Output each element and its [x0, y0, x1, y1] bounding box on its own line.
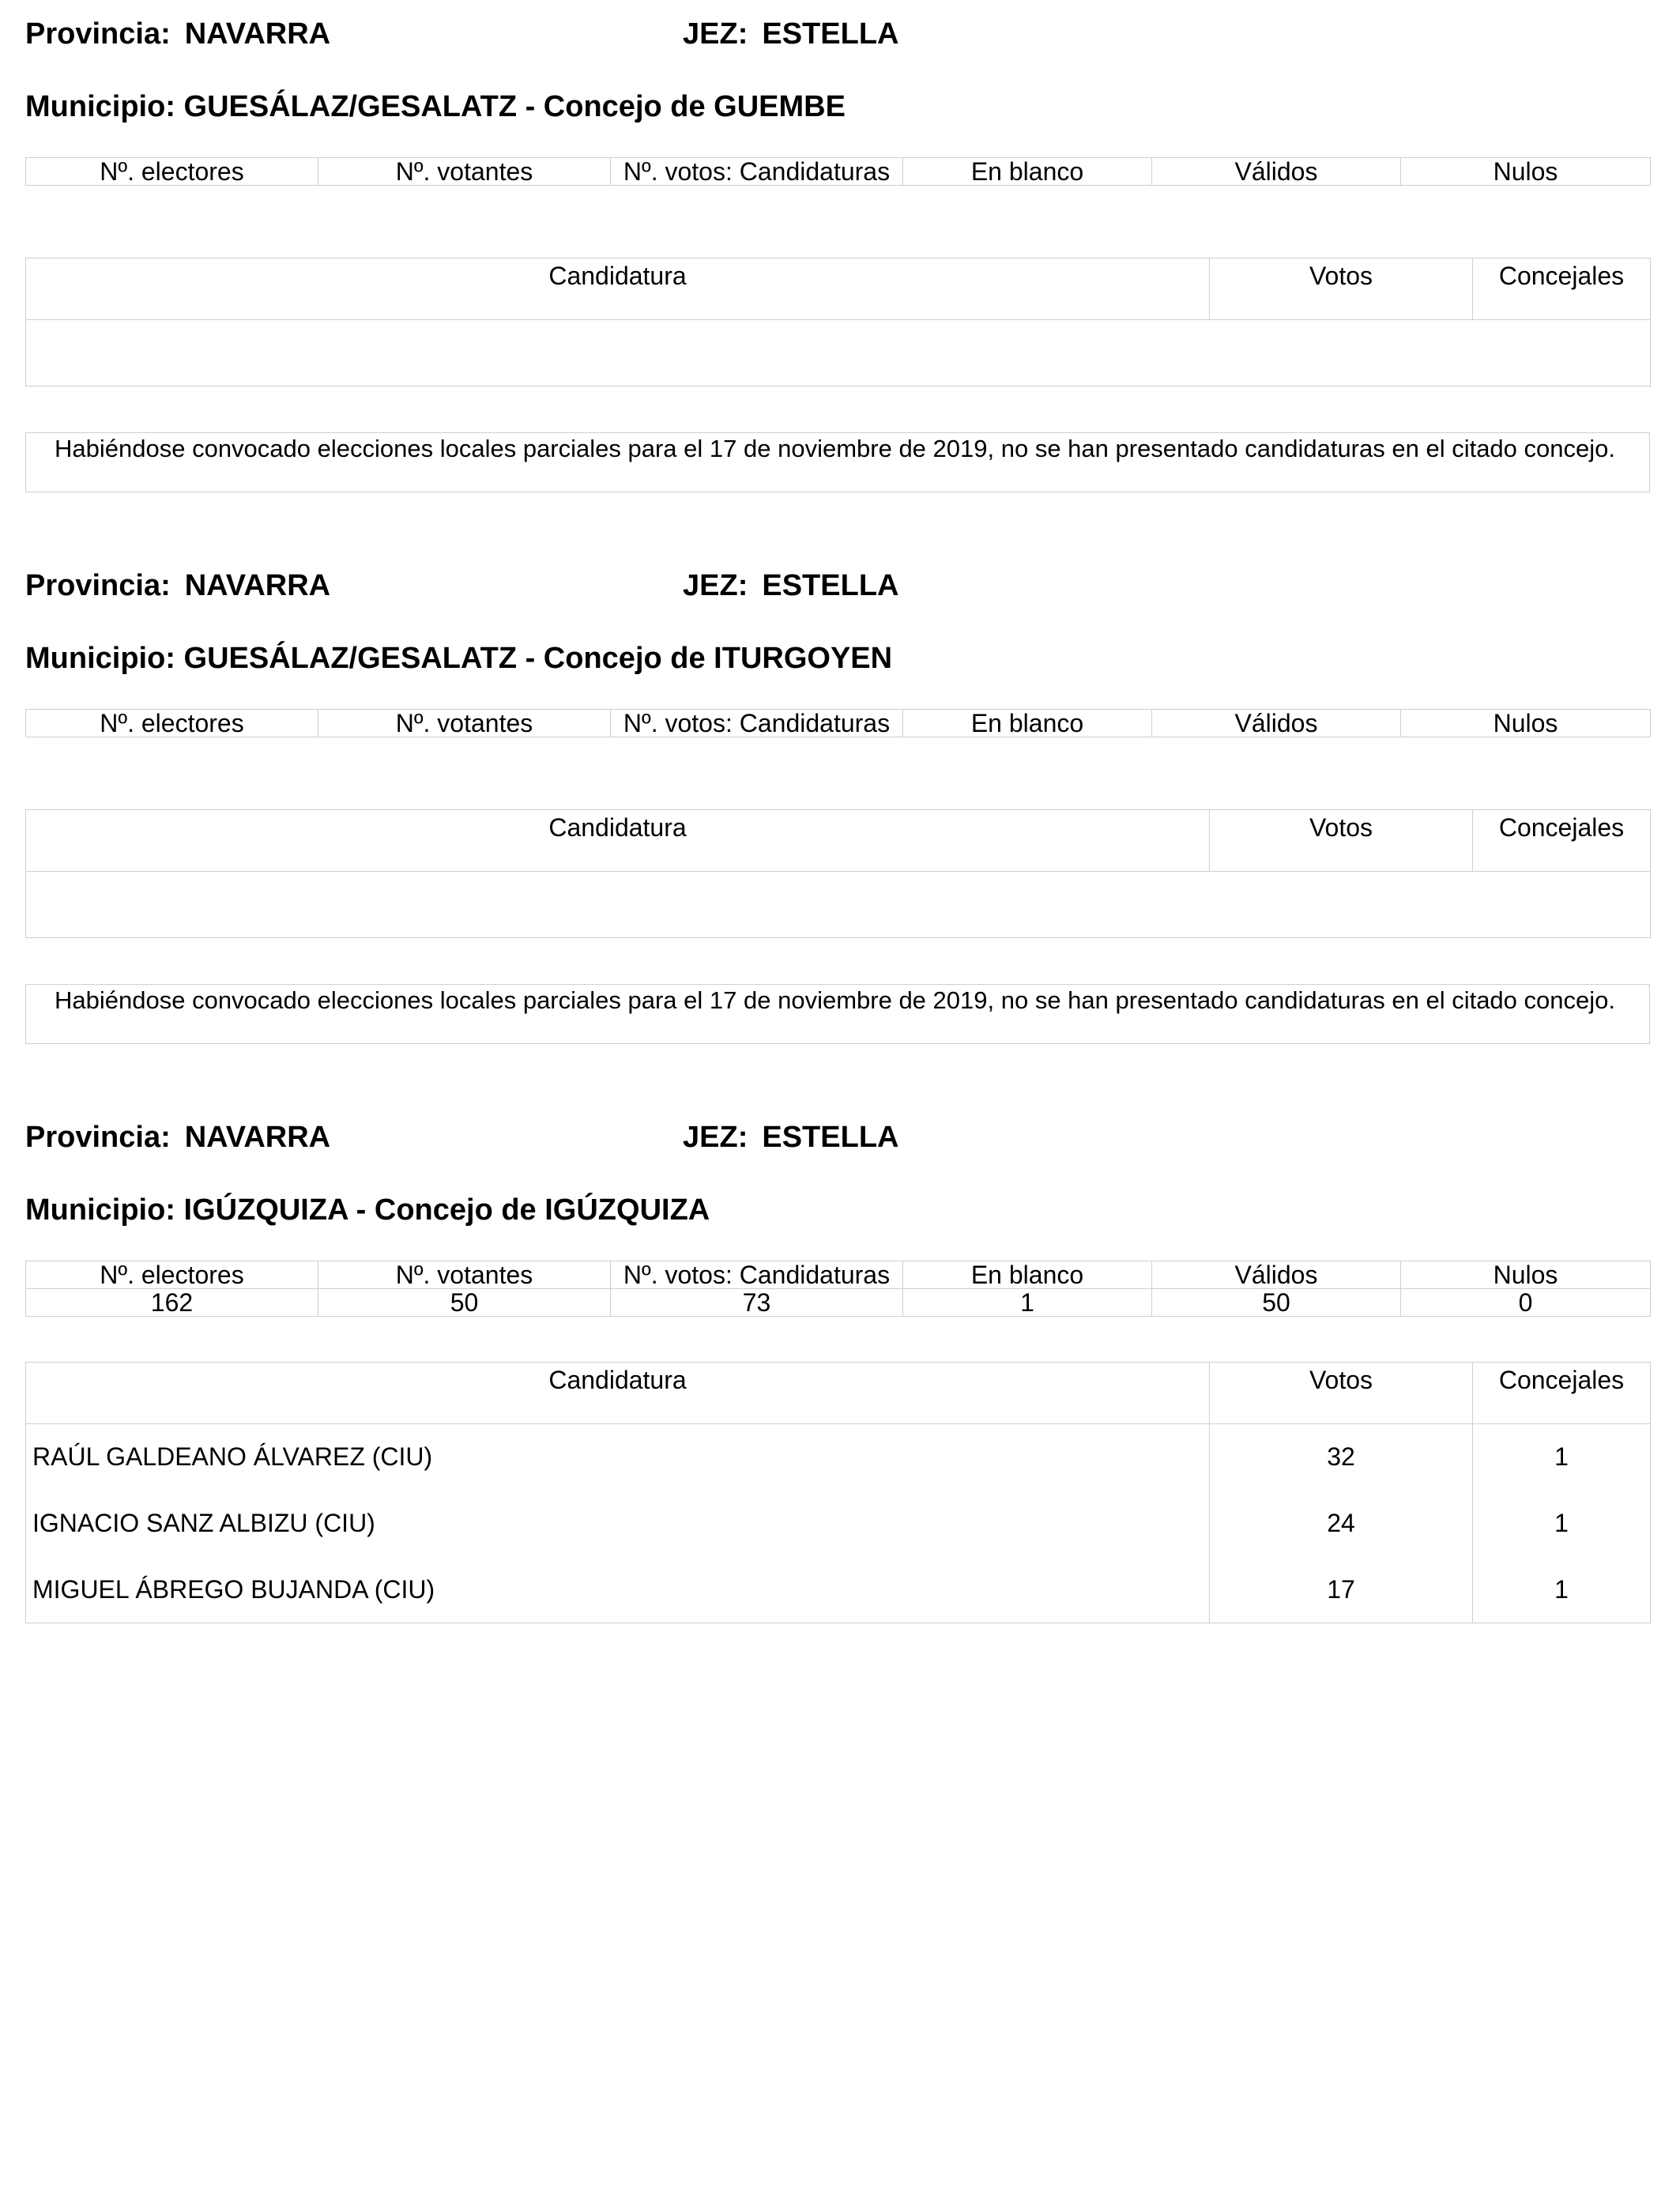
value-votos-candidaturas: 73: [611, 1289, 903, 1317]
header-candidatura: Candidatura: [26, 810, 1210, 872]
header-validos: Válidos: [1152, 158, 1401, 186]
header-candidatura: Candidatura: [26, 258, 1210, 320]
value-electores: 162: [26, 1289, 318, 1317]
summary-table: [25, 157, 1651, 186]
jez-label: JEZ:: [683, 1121, 748, 1154]
table-row: [26, 1424, 1651, 1491]
notice-box: Habiéndose convocado elecciones locales parciales para el 17 de noviembre de 2019, no se han presentado candidaturas en el citado concejo.: [25, 432, 1650, 492]
header-nulos: Nulos: [1401, 1261, 1651, 1289]
header-candidatura: Candidatura: [26, 1363, 1210, 1424]
jez-label: JEZ:: [683, 17, 748, 51]
header-concejales: Concejales: [1473, 258, 1651, 320]
table-row: [26, 1491, 1651, 1557]
header-votos: Votos: [1210, 1363, 1473, 1424]
provincia-line: [25, 1121, 1650, 1162]
provincia-label: Provincia:: [25, 17, 171, 51]
header-votos: Votos: [1210, 258, 1473, 320]
candidate-votos: 17: [1210, 1557, 1473, 1623]
header-votantes: Nº. votantes: [318, 710, 611, 737]
candidate-concejales: 1: [1473, 1557, 1651, 1623]
municipio-line: [25, 1193, 710, 1227]
header-votos-candidaturas: Nº. votos: Candidaturas: [611, 710, 903, 737]
header-votos: Votos: [1210, 810, 1473, 872]
municipio-label: Municipio:: [25, 1193, 175, 1227]
summary-header-row: [26, 1261, 1651, 1289]
header-votos-candidaturas: Nº. votos: Candidaturas: [611, 1261, 903, 1289]
header-votantes: Nº. votantes: [318, 158, 611, 186]
empty-row: [26, 320, 1651, 386]
provincia-value: NAVARRA: [184, 569, 331, 602]
summary-table: [25, 709, 1651, 737]
municipio-value: IGÚZQUIZA - Concejo de IGÚZQUIZA: [183, 1193, 710, 1227]
header-electores: Nº. electores: [26, 158, 318, 186]
candidatura-table: [25, 258, 1651, 386]
candidate-votos: 32: [1210, 1424, 1473, 1491]
value-validos: 50: [1152, 1289, 1401, 1317]
summary-header-row: [26, 158, 1651, 186]
candidatura-table: [25, 1362, 1651, 1623]
candidatura-header-row: [26, 258, 1651, 320]
candidate-name: MIGUEL ÁBREGO BUJANDA (CIU): [26, 1557, 1210, 1623]
municipio-line: [25, 642, 892, 676]
candidatura-header-row: [26, 810, 1651, 872]
value-votantes: 50: [318, 1289, 611, 1317]
summary-table: [25, 1261, 1651, 1317]
candidate-name: RAÚL GALDEANO ÁLVAREZ (CIU): [26, 1424, 1210, 1491]
header-electores: Nº. electores: [26, 710, 318, 737]
jez-value: ESTELLA: [762, 17, 899, 51]
candidatura-header-row: [26, 1363, 1651, 1424]
candidate-name: IGNACIO SANZ ALBIZU (CIU): [26, 1491, 1210, 1557]
jez-value: ESTELLA: [762, 569, 899, 602]
header-votos-candidaturas: Nº. votos: Candidaturas: [611, 158, 903, 186]
provincia-label: Provincia:: [25, 1121, 171, 1154]
header-validos: Válidos: [1152, 1261, 1401, 1289]
header-concejales: Concejales: [1473, 810, 1651, 872]
municipio-label: Municipio:: [25, 90, 175, 123]
value-en-blanco: 1: [903, 1289, 1152, 1317]
municipio-line: [25, 90, 846, 124]
candidate-concejales: 1: [1473, 1424, 1651, 1491]
table-row: [26, 1557, 1651, 1623]
header-en-blanco: En blanco: [903, 1261, 1152, 1289]
header-nulos: Nulos: [1401, 710, 1651, 737]
municipio-label: Municipio:: [25, 642, 175, 675]
header-concejales: Concejales: [1473, 1363, 1651, 1424]
provincia-value: NAVARRA: [184, 17, 331, 51]
municipio-value: GUESÁLAZ/GESALATZ - Concejo de GUEMBE: [183, 90, 846, 123]
notice-box: Habiéndose convocado elecciones locales parciales para el 17 de noviembre de 2019, no se han presentado candidaturas en el citado concejo.: [25, 984, 1650, 1044]
header-votantes: Nº. votantes: [318, 1261, 611, 1289]
candidate-votos: 24: [1210, 1491, 1473, 1557]
municipio-value: GUESÁLAZ/GESALATZ - Concejo de ITURGOYEN: [183, 642, 893, 675]
provincia-line: [25, 17, 1650, 58]
summary-header-row: [26, 710, 1651, 737]
candidate-concejales: 1: [1473, 1491, 1651, 1557]
empty-row: [26, 872, 1651, 938]
header-en-blanco: En blanco: [903, 710, 1152, 737]
header-electores: Nº. electores: [26, 1261, 318, 1289]
candidatura-table: [25, 809, 1651, 938]
provincia-label: Provincia:: [25, 569, 171, 602]
header-validos: Válidos: [1152, 710, 1401, 737]
value-nulos: 0: [1401, 1289, 1651, 1317]
provincia-value: NAVARRA: [184, 1121, 331, 1154]
provincia-line: [25, 569, 1650, 610]
header-nulos: Nulos: [1401, 158, 1651, 186]
header-en-blanco: En blanco: [903, 158, 1152, 186]
jez-value: ESTELLA: [762, 1121, 899, 1154]
jez-label: JEZ:: [683, 569, 748, 602]
summary-value-row: [26, 1289, 1651, 1317]
